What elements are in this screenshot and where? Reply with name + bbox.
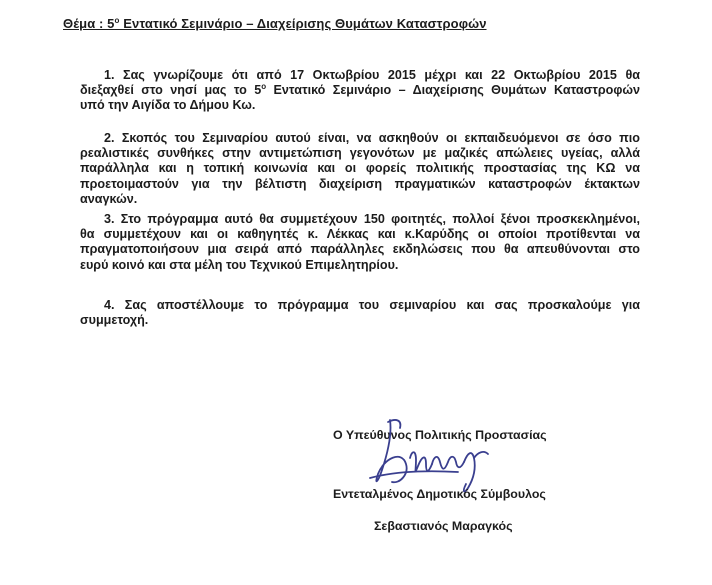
- paragraph-4: [80, 298, 640, 328]
- subject-line: [63, 16, 487, 31]
- paragraph-1: [80, 68, 640, 114]
- paragraph-3: [80, 212, 640, 273]
- paragraph-3-line-3: πραγματοποιήσουν μια σειρά από παράλληλες εκδηλώσεις που θα απευθύνονται στο: [80, 242, 640, 257]
- paragraph-2-line-4: προετοιμαστούν για την βέλτιστη διαχείριση πραγματικών καταστροφών έκτακτων: [80, 176, 640, 191]
- paragraph-1-line-2b: Εντατικό Σεμινάριο – Διαχείρισης Θυμάτων Καταστροφών: [266, 83, 640, 98]
- paragraph-2-line-5: αναγκών.: [80, 191, 138, 206]
- paragraph-4-line-2: συμμετοχή.: [80, 313, 149, 328]
- subject-rest: Εντατικό Σεμινάριο – Διαχείρισης Θυμάτων Καταστροφών: [119, 16, 487, 31]
- paragraph-1-line-3: υπό την Αιγίδα το Δήμου Κω.: [80, 98, 256, 113]
- paragraph-3-line-1: 3. Στο πρόγραμμα αυτό θα συμμετέχουν 150 φοιτητές, πολλοί ξένοι προσκεκλημένοι,: [104, 212, 640, 226]
- paragraph-1-line-2a: διεξαχθεί στο νησί μας το 5: [80, 83, 262, 98]
- paragraph-2-line-3: παράλληλα και η τοπική κοινωνία και οι φορείς πολιτικής προστασίας της ΚΩ να: [80, 161, 640, 176]
- paragraph-2-line-2: ρεαλιστικές συνθήκες στην αντιμετώπιση γεγονότων με μαζικές απώλειες υγείας, αλλά: [80, 146, 640, 161]
- subject-ordinal-sup: ο: [114, 16, 120, 25]
- paragraph-1-line-1: 1. Σας γνωρίζουμε ότι από 17 Οκτωβρίου 2015 μέχρι και 22 Οκτωβρίου 2015 θα: [104, 68, 640, 82]
- paragraph-4-line-1: 4. Σας αποστέλλουμε το πρόγραμμα του σεμιναρίου και σας προσκαλούμε για: [104, 298, 640, 312]
- paragraph-3-line-4: ευρύ κοινό και στα μέλη του Τεχνικού Επιμελητηρίου.: [80, 257, 399, 272]
- paragraph-1-line-2: [80, 83, 640, 98]
- signatory-role: Εντεταλμένος Δημοτικός Σύμβουλος: [333, 487, 546, 501]
- signatory-title: Ο Υπεύθυνος Πολιτικής Προστασίας: [333, 428, 547, 442]
- signatory-name: Σεβαστιανός Μαραγκός: [374, 519, 513, 533]
- subject-prefix: Θέμα : 5: [63, 16, 115, 31]
- paragraph-2-line-1: 2. Σκοπός του Σεμιναρίου αυτού είναι, να ασκηθούν οι εκπαιδευόμενοι σε όσο πιο: [104, 131, 640, 145]
- paragraph-2: [80, 131, 640, 207]
- paragraph-1-ordinal-sup: ο: [261, 82, 267, 92]
- paragraph-3-line-2: θα συμμετέχουν και οι καθηγητές κ. Λέκκας και κ.Καρύδης οι οποίοι προτίθενται να: [80, 227, 640, 242]
